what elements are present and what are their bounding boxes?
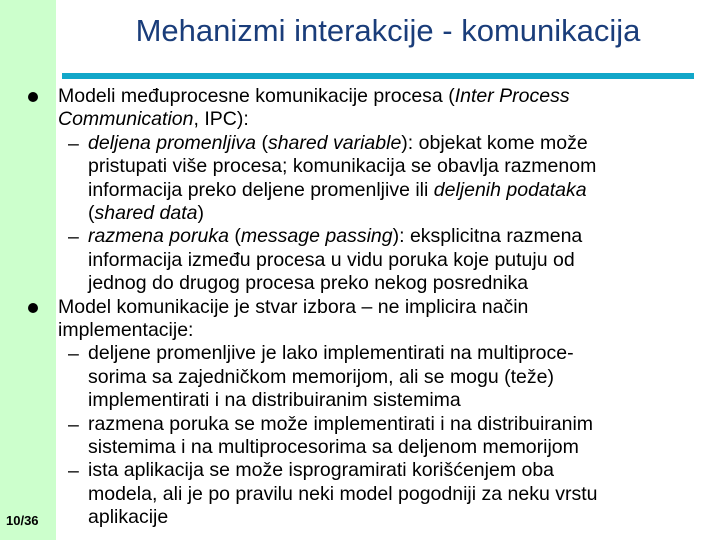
bullet-icon [28,303,38,313]
text-line [88,459,554,482]
italic-term: message passing [240,225,393,248]
text-run: aplikacije [88,506,169,529]
italic-term: Inter Process [454,85,570,107]
text-line [88,202,204,225]
text-line [88,155,596,178]
italic-term: razmena poruka [88,225,229,248]
text-line [88,436,579,459]
text-line [88,506,168,529]
text-line [58,319,193,342]
text-line [58,108,249,131]
text-run: jednog do drugog procesa preko nekog posrednika [88,272,529,295]
text-run: razmena poruka se može implementirati i na distribuiranim [88,412,594,435]
text-run: ( [256,131,268,154]
text-run: deljene promenljive je lako implementirati na multiproce- [88,342,574,365]
title-underline [62,73,694,79]
text-line [88,272,528,295]
italic-term: deljenih podataka [433,178,587,201]
text-line [88,389,461,412]
text-line [58,85,570,108]
text-line [88,366,554,389]
dash-marker: – [68,343,79,366]
italic-term: shared variable [267,131,402,154]
dash-marker: – [68,460,79,483]
dash-marker: – [68,226,79,249]
text-run: ( [88,202,95,224]
text-run: ): objekat kome može [401,131,588,154]
text-run: informacija između procesa u vidu poruka koje putuju od [88,248,575,271]
text-run: implementirati i na distribuiranim sistemima [88,389,461,412]
text-line [88,413,593,436]
text-run: Modeli međuprocesne komunikacije procesa ( [58,85,455,107]
bullet-icon [28,92,38,102]
text-line [88,249,575,272]
dash-marker: – [68,413,79,436]
text-run: ( [228,225,241,248]
text-line [88,225,582,248]
slide-title: Mehanizmi interakcije - komunikacija [135,13,641,48]
text-line [88,483,597,506]
text-run: sorima sa zajedničkom memorijom, ali se mogu (teže) [88,365,554,388]
text-line [58,296,528,319]
text-run: , IPC): [193,108,249,131]
text-run: ): eksplicitna razmena [392,225,583,248]
dash-marker: – [68,132,79,155]
text-run: informacija preko deljene promenljive ili [88,178,434,201]
text-run: implementacije: [58,319,194,341]
italic-term: deljena promenljiva [88,131,257,154]
text-run: sistemima i na multiprocesorima sa deljenom memorijom [88,436,579,458]
slide-sidebar [0,0,56,540]
text-run: ) [197,202,204,224]
text-line [88,342,574,365]
text-run: pristupati više procesa; komunikacija se obavlja razmenom [88,155,597,178]
text-run: ista aplikacija se može isprogramirati korišćenjem oba [88,459,555,482]
text-run: modela, ali je po pravilu neki model pogodniji za neku vrstu [88,482,598,505]
page-number: 10/36 [6,513,39,528]
text-line [88,179,587,202]
italic-term: Communication [58,108,194,131]
text-line [88,132,588,155]
italic-term: shared data [94,202,198,224]
text-run: Model komunikacije je stvar izbora – ne implicira način [58,295,529,318]
